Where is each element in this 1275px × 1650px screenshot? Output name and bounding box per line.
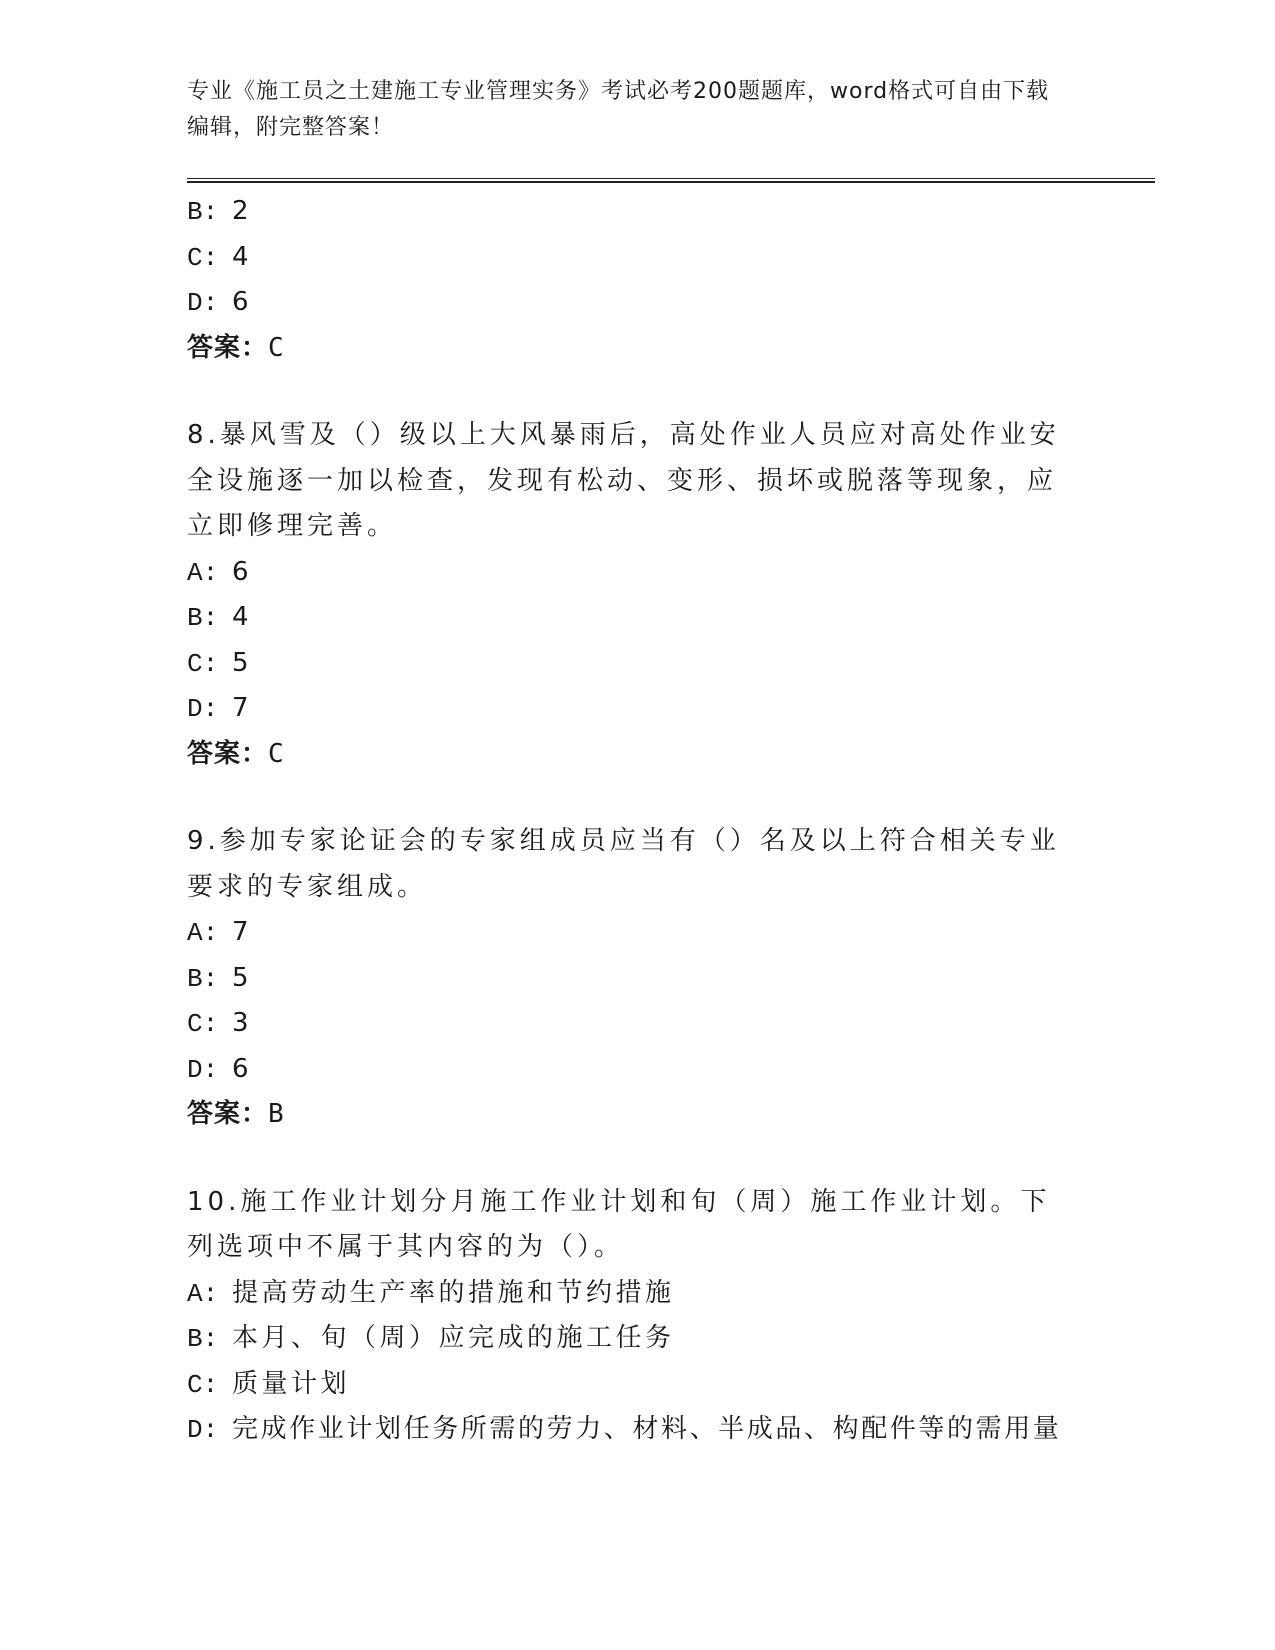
option-text: 质量计划 <box>232 1368 351 1399</box>
answer-label: 答案： <box>187 1099 269 1129</box>
option-letter: C: <box>187 1009 219 1039</box>
option-letter: C: <box>187 242 219 273</box>
option-b <box>187 189 1087 235</box>
option-letter: C: <box>187 648 219 679</box>
option-letter: A: <box>187 557 219 588</box>
answer-value: C <box>268 332 285 363</box>
option-b <box>187 595 1087 641</box>
option-letter: B: <box>187 197 219 227</box>
option-letter: D: <box>187 1415 219 1445</box>
option-c <box>187 235 1087 281</box>
header-divider <box>187 178 1155 183</box>
option-text: 2 <box>232 196 253 226</box>
option-d <box>187 280 1087 326</box>
option-text: 提高劳动生产率的措施和节约措施 <box>232 1277 675 1308</box>
option-text: 4 <box>232 602 253 632</box>
option-d <box>187 1407 1087 1453</box>
option-letter: A: <box>187 1278 219 1309</box>
answer-label: 答案： <box>187 332 269 363</box>
option-text: 7 <box>232 917 253 947</box>
option-letter: D: <box>187 694 219 724</box>
answer-value: C <box>268 738 285 769</box>
answer-value: B <box>268 1099 285 1129</box>
option-d <box>187 1047 1087 1093</box>
answer-line <box>187 732 1087 778</box>
option-letter: B: <box>187 603 219 633</box>
option-letter: D: <box>187 1054 219 1085</box>
option-c <box>187 1362 1087 1408</box>
option-b <box>187 956 1087 1002</box>
option-text: 5 <box>232 962 253 993</box>
answer-line <box>187 326 1087 372</box>
option-letter: B: <box>187 963 219 994</box>
option-text: 完成作业计划任务所需的劳力、材料、半成品、构配件等的需用量 <box>232 1414 1062 1444</box>
option-text: 3 <box>232 1008 253 1038</box>
option-text: 4 <box>232 241 253 272</box>
option-d <box>187 686 1087 732</box>
option-letter: B: <box>187 1324 219 1354</box>
option-letter: D: <box>187 288 219 318</box>
previous-question-tail <box>187 189 1087 371</box>
question-9 <box>187 819 1087 1138</box>
question-text: 10.施工作业计划分月施工作业计划和旬（周）施工作业计划。下列选项中不属于其内容的为（）。 <box>187 1186 1051 1262</box>
option-letter: A: <box>187 918 219 948</box>
option-c <box>187 641 1087 687</box>
answer-line <box>187 1092 1087 1138</box>
option-a <box>187 1271 1087 1317</box>
question-8 <box>187 413 1087 777</box>
option-text: 6 <box>232 1053 253 1084</box>
document-body <box>187 189 1087 1453</box>
option-text: 7 <box>232 693 253 723</box>
answer-label: 答案： <box>187 738 269 769</box>
option-text: 6 <box>232 556 253 587</box>
question-10 <box>187 1180 1087 1453</box>
option-letter: C: <box>187 1369 219 1400</box>
question-text: 9.参加专家论证会的专家组成员应当有（）名及以上符合相关专业要求的专家组成。 <box>187 826 1060 902</box>
option-text: 6 <box>232 287 253 317</box>
option-a <box>187 910 1087 956</box>
option-b <box>187 1316 1087 1362</box>
page-header: 专业《施工员之土建施工专业管理实务》考试必考200题题库，word格式可自由下载编辑，附完整答案！ <box>187 79 1050 140</box>
option-a <box>187 550 1087 596</box>
option-c <box>187 1001 1087 1047</box>
option-text: 本月、旬（周）应完成的施工任务 <box>232 1323 675 1353</box>
question-text: 8.暴风雪及（）级以上大风暴雨后，高处作业人员应对高处作业安全设施逐一加以检查，发现有松动、变形、损坏或脱落等现象，应立即修理完善。 <box>187 420 1060 541</box>
option-text: 5 <box>232 647 253 678</box>
